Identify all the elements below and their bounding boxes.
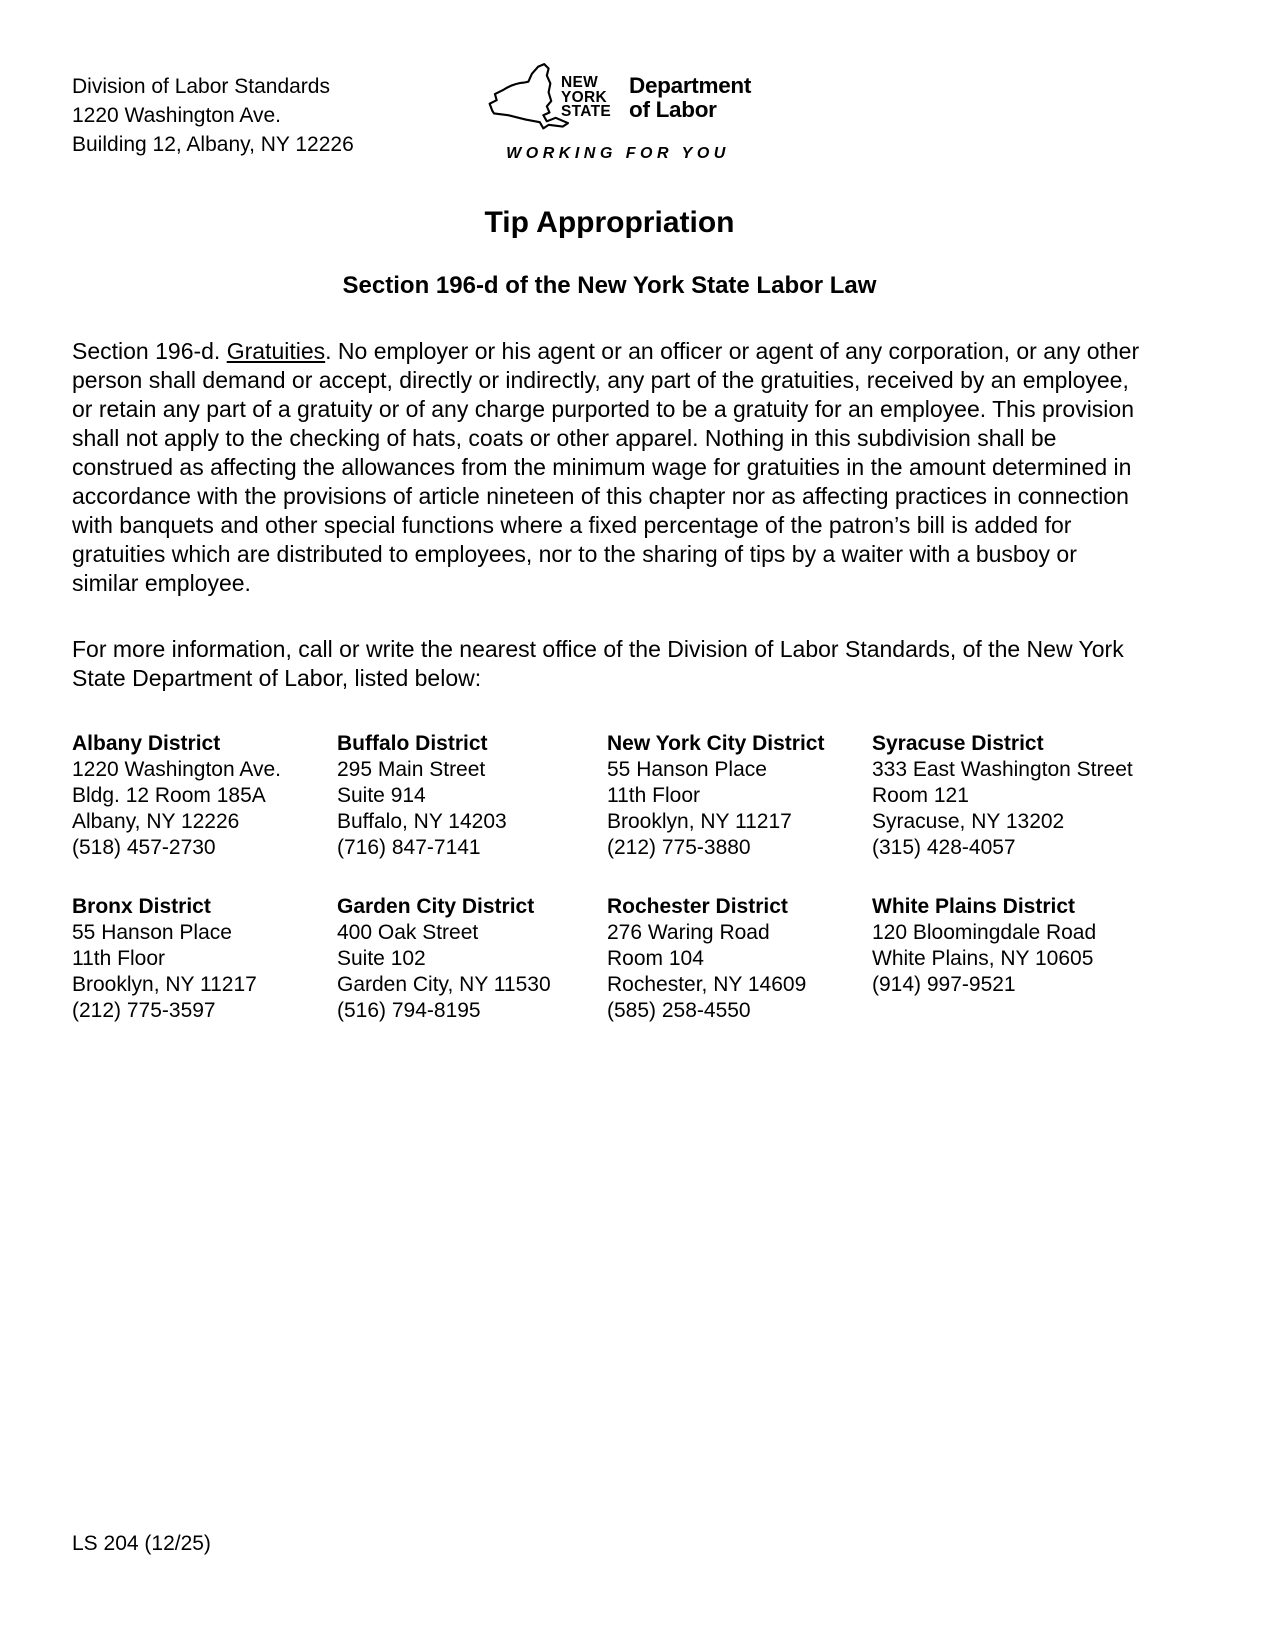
district-address-line: White Plains, NY 10605 (872, 947, 1094, 970)
district-address-line: Suite 914 (337, 784, 426, 807)
page-subtitle: Section 196-d of the New York State Labor Law (342, 272, 877, 299)
district-phone: (518) 457-2730 (72, 836, 216, 859)
district-address-line: Albany, NY 12226 (72, 810, 240, 833)
law-text-rest: . No employer or his agent or an officer or agent of any corporation, or any other person shall demand or accept, directly or indirectly, any part of the gratuities, received by an employee, or retain any part of a gratuity or of any charge purported to be a gratuity for an employee. This provision shall not apply to the checking of hats, coats or other apparel. Nothing in this subdivision shall be construed as affecting the allowances from the minimum wage for gratuities in the amount determined in accordance with the provisions of article nineteen of this chapter nor as affecting practices in connection with banquets and other special functions where a fixed percentage of the patron’s bill is added for gratuities which are distributed to employees, nor to the sharing of tips by a waiter with a busboy or similar employee. (72, 338, 1140, 596)
district-address-line: Room 104 (607, 947, 704, 970)
district-office-white-plains (872, 894, 1147, 1024)
law-term-gratuities: Gratuities (226, 338, 326, 364)
district-address-line: 55 Hanson Place (607, 758, 767, 781)
page-title: Tip Appropriation (484, 206, 735, 239)
district-name: New York City District (607, 732, 825, 755)
nysdol-logo (487, 60, 752, 163)
district-name: Albany District (72, 732, 221, 755)
sender-line: 1220 Washington Ave. (72, 104, 281, 127)
district-name: Rochester District (607, 895, 788, 918)
district-name: White Plains District (872, 895, 1076, 918)
district-address-line: 276 Waring Road (607, 921, 770, 944)
logo-state-name: NEW YORK STATE (561, 73, 612, 121)
document-body (72, 206, 1147, 1024)
logo-tagline: WORKING FOR YOU (506, 145, 730, 162)
district-name: Garden City District (337, 895, 535, 918)
district-office-bronx (72, 894, 337, 1024)
district-address-line: 295 Main Street (337, 758, 486, 781)
district-address-line: 333 East Washington Street (872, 758, 1133, 781)
district-name: Buffalo District (337, 732, 488, 755)
logo-lockup (487, 60, 752, 136)
district-name: Syracuse District (872, 732, 1044, 755)
form-number: LS 204 (12/25) (72, 1532, 211, 1555)
district-phone: (914) 997-9521 (872, 973, 1016, 996)
district-address-line: Brooklyn, NY 11217 (607, 810, 792, 833)
sender-address (72, 72, 354, 159)
district-address-line: 120 Bloomingdale Road (872, 921, 1097, 944)
sender-line: Division of Labor Standards (72, 75, 330, 98)
district-address-line: Syracuse, NY 13202 (872, 810, 1065, 833)
district-address-line: Buffalo, NY 14203 (337, 810, 507, 833)
district-phone: (716) 847-7141 (337, 836, 481, 859)
law-section-prefix: Section 196-d. (72, 338, 227, 364)
logo-agency-name: Department of Labor (629, 72, 752, 122)
district-office-albany (72, 731, 337, 861)
district-address-line: Room 121 (872, 784, 969, 807)
district-address-line: Rochester, NY 14609 (607, 973, 807, 996)
district-phone: (585) 258-4550 (607, 999, 751, 1022)
district-address-line: Suite 102 (337, 947, 426, 970)
district-office-new-york-city (607, 731, 872, 861)
district-office-rochester (607, 894, 872, 1024)
district-phone: (516) 794-8195 (337, 999, 481, 1022)
district-address-line: Brooklyn, NY 11217 (72, 973, 257, 996)
law-text-paragraph (72, 337, 1147, 598)
district-phone: (212) 775-3880 (607, 836, 751, 859)
district-address-line: 55 Hanson Place (72, 921, 232, 944)
district-phone: (212) 775-3597 (72, 999, 216, 1022)
district-office-garden-city (337, 894, 607, 1024)
district-name: Bronx District (72, 895, 211, 918)
more-info-paragraph: For more information, call or write the nearest office of the Division of Labor Standards, of the New York State Department of Labor, listed below: (72, 636, 1124, 691)
district-address-line: 11th Floor (607, 784, 700, 807)
sender-line: Building 12, Albany, NY 12226 (72, 133, 354, 156)
district-phone: (315) 428-4057 (872, 836, 1016, 859)
district-address-line: 11th Floor (72, 947, 165, 970)
district-office-buffalo (337, 731, 607, 861)
district-address-line: 400 Oak Street (337, 921, 479, 944)
district-address-line: 1220 Washington Ave. (72, 758, 281, 781)
district-office-grid (72, 731, 1147, 1024)
district-address-line: Bldg. 12 Room 185A (72, 784, 266, 807)
district-office-syracuse (872, 731, 1147, 861)
district-address-line: Garden City, NY 11530 (337, 973, 551, 996)
